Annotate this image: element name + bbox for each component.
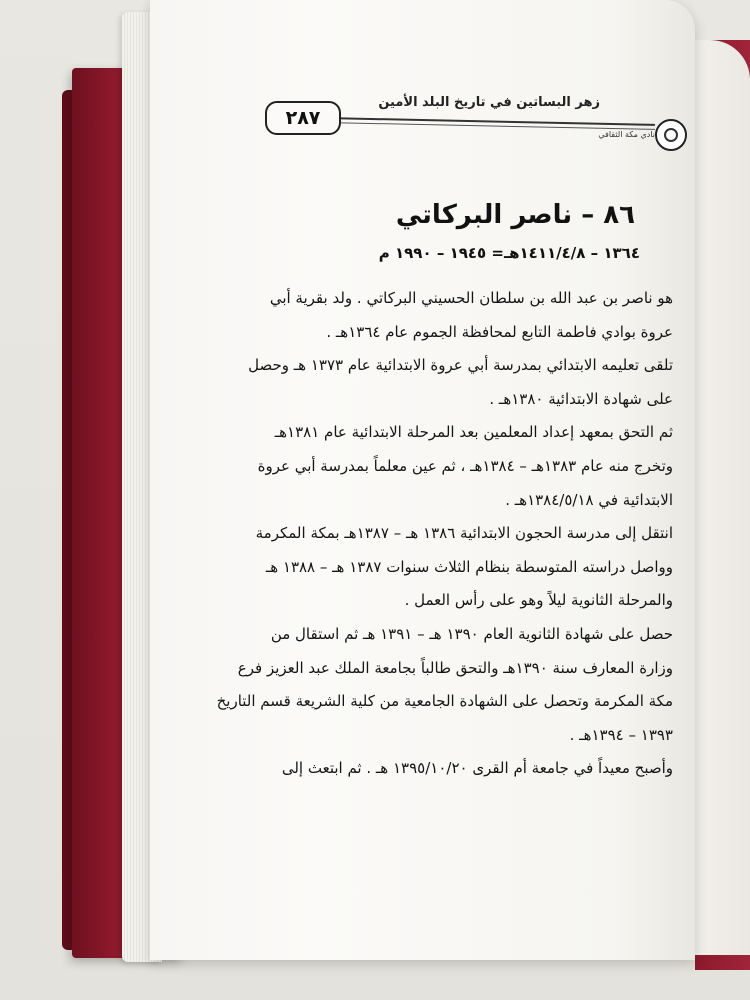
entry-body	[150, 282, 673, 786]
body-line: انتقل إلى مدرسة الحجون الابتدائية ١٣٨٦ هـ – ١٣٨٧هـ بمكة المكرمة	[255, 524, 673, 543]
body-line: الابتدائية في ١٣٨٤/٥/١٨هـ .	[505, 490, 673, 509]
body-line: ثم التحق بمعهد إعداد المعلمين بعد المرحلة الابتدائية عام ١٣٨١هـ	[274, 423, 673, 442]
page-number: ٢٨٧	[265, 101, 341, 135]
body-line: عروة بوادي فاطمة التابع لمحافظة الجموم عام ١٣٦٤هـ .	[326, 322, 673, 341]
body-line: ١٣٩٣ – ١٣٩٤هـ .	[569, 725, 673, 744]
body-line: وتخرج منه عام ١٣٨٣هـ – ١٣٨٤هـ ، ثم عين معلماً بمدرسة أبي عروة	[257, 456, 673, 475]
club-logo-icon	[655, 119, 687, 151]
body-line: تلقى تعليمه الابتدائي بمدرسة أبي عروة الابتدائية عام ١٣٧٣ هـ وحصل	[248, 356, 673, 375]
entry-heading: ٨٦ – ناصر البركاتي	[395, 200, 635, 230]
body-line: مكة المكرمة وتحصل على الشهادة الجامعية من كلية الشريعة قسم التاريخ	[216, 692, 673, 711]
body-line: على شهادة الابتدائية ١٣٨٠هـ .	[489, 389, 673, 408]
publisher-name: نادي مكة الثقافي	[598, 130, 655, 139]
running-title: زهر البساتين في تاريخ البلد الأمين	[378, 95, 600, 110]
entry-dates: ١٣٦٤ – ١٤١١/٤/٨هـ= ١٩٤٥ – ١٩٩٠ م	[378, 244, 640, 262]
body-line: هو ناصر بن عبد الله بن سلطان الحسيني البركاتي . ولد بقرية أبي	[269, 289, 673, 307]
body-line: حصل على شهادة الثانوية العام ١٣٩٠ هـ – ١٣٩١ هـ ثم استقال من	[270, 624, 673, 643]
body-line: والمرحلة الثانوية ليلاً وهو على رأس العمل .	[404, 591, 673, 610]
book-page	[150, 0, 695, 960]
body-line: وزارة المعارف سنة ١٣٩٠هـ والتحق طالباً بجامعة الملك عبد العزيز فرع	[237, 658, 673, 677]
running-header	[265, 95, 695, 145]
body-line: وأصبح معيداً في جامعة أم القرى ١٣٩٥/١٠/٢٠ هـ . ثم ابتعث إلى	[281, 759, 673, 778]
show-through-text	[620, 160, 635, 178]
body-line: وواصل دراسته المتوسطة بنظام الثلاث سنوات ١٣٨٧ هـ – ١٣٨٨ هـ	[265, 557, 673, 576]
